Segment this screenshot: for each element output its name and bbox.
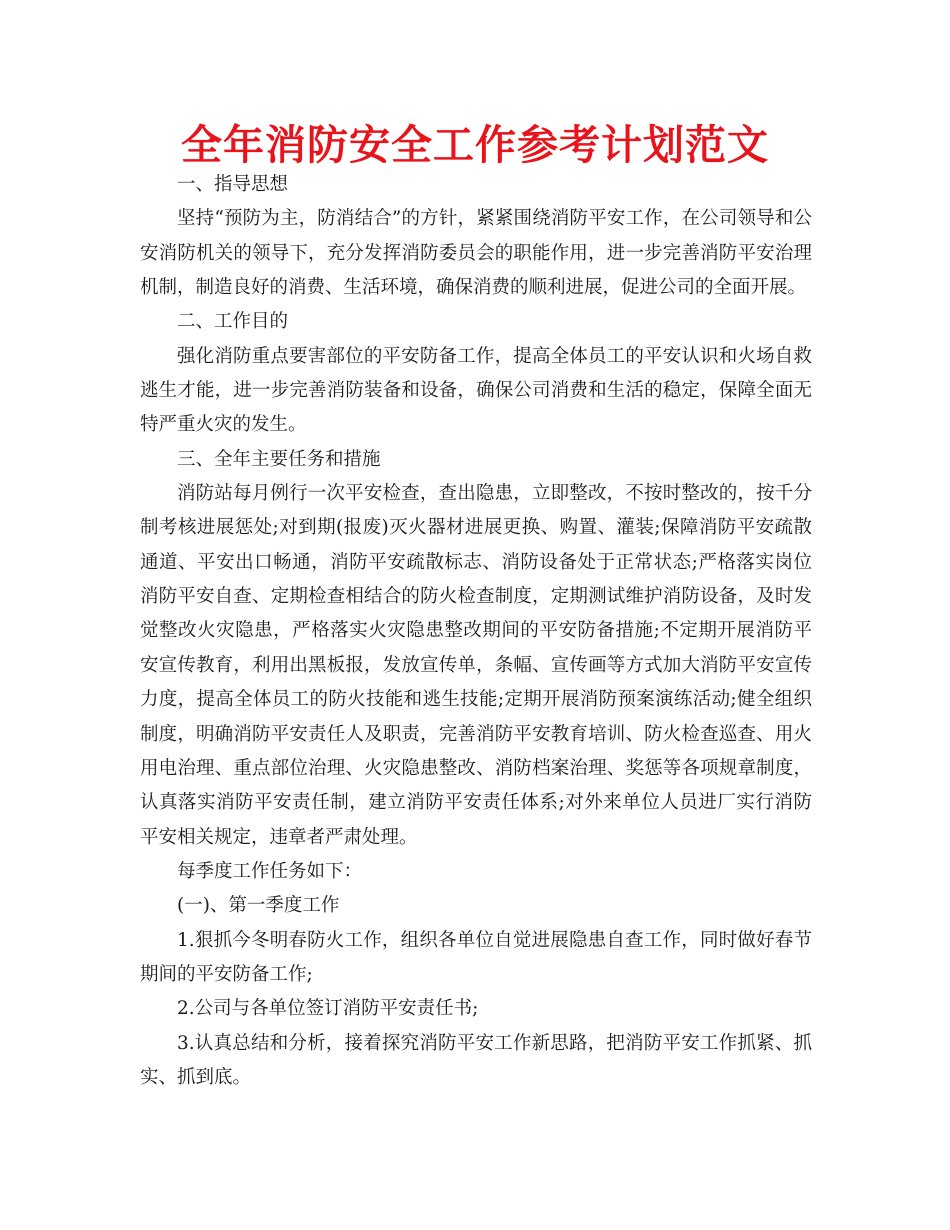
- section-heading-guiding-ideology: 一、指导思想: [177, 174, 289, 195]
- paragraph-work-objectives: 强化消防重点要害部位的平安防备工作，提高全体员工的平安认识和火场自救逃生才能，进一步完善消防装备和设备，确保公司消费和生活的稳定，保障全面无特严重火灾的发生。: [140, 345, 812, 436]
- document-body: [140, 168, 812, 1095]
- section-heading-annual-tasks: 三、全年主要任务和措施: [177, 448, 381, 470]
- subheading-first-quarter: (一)、第一季度工作: [177, 895, 340, 917]
- paragraph-annual-tasks: 消防站每月例行一次平安检查，查出隐患，立即整改，不按时整改的，按千分制考核进展惩处;对到期(报废)灭火器材进展更换、购置、灌装;保障消防平安疏散通道、平安出口畅通，消防平安疏散标志、消防设备处于正常状态;严格落实岗位消防平安自查、定期检查相结合的防火检查制度，定期测试维护消防设备，及时发觉整改火灾隐患，严格落实火灾隐患整改期间的平安防备措施;不定期开展消防平安宣传教育，利用出黑板报，发放宣传单，条幅、宣传画等方式加大消防平安宣传力度，提高全体员工的防火技能和逃生技能;定期开展消防预案演练活动;健全组织制度，明确消防平安责任人及职责，完善消防平安教育培训、防火检查巡查、用火用电治理、重点部位治理、火灾隐患整改、消防档案治理、奖惩等各项规章制度，认真落实消防平安责任制，建立消防平安责任体系;对外来单位人员进厂实行消防平安相关规定，违章者严肃处理。: [140, 483, 812, 848]
- paragraph-quarterly-intro: 每季度工作任务如下：: [177, 860, 363, 882]
- paragraph-guiding-ideology: 坚持“预防为主，防消结合”的方针，紧紧围绕消防平安工作，在公司领导和公安消防机关的领导下，充分发挥消防委员会的职能作用，进一步完善消防平安治理机制，制造良好的消费、生活环境，确保消费的顺利进展，促进公司的全面开展。: [140, 208, 812, 299]
- document-title: 全年消防安全工作参考计划范文: [181, 121, 769, 169]
- list-item-1: 1.狠抓今冬明春防火工作，组织各单位自觉进展隐患自查工作，同时做好春节期间的平安防备工作;: [140, 929, 812, 985]
- list-item-3: 3.认真总结和分析，接着探究消防平安工作新思路，把消防平安工作抓紧、抓实、抓到底。: [140, 1032, 812, 1088]
- list-item-2: 2.公司与各单位签订消防平安责任书;: [177, 998, 479, 1020]
- section-heading-work-objectives: 二、工作目的: [177, 311, 289, 333]
